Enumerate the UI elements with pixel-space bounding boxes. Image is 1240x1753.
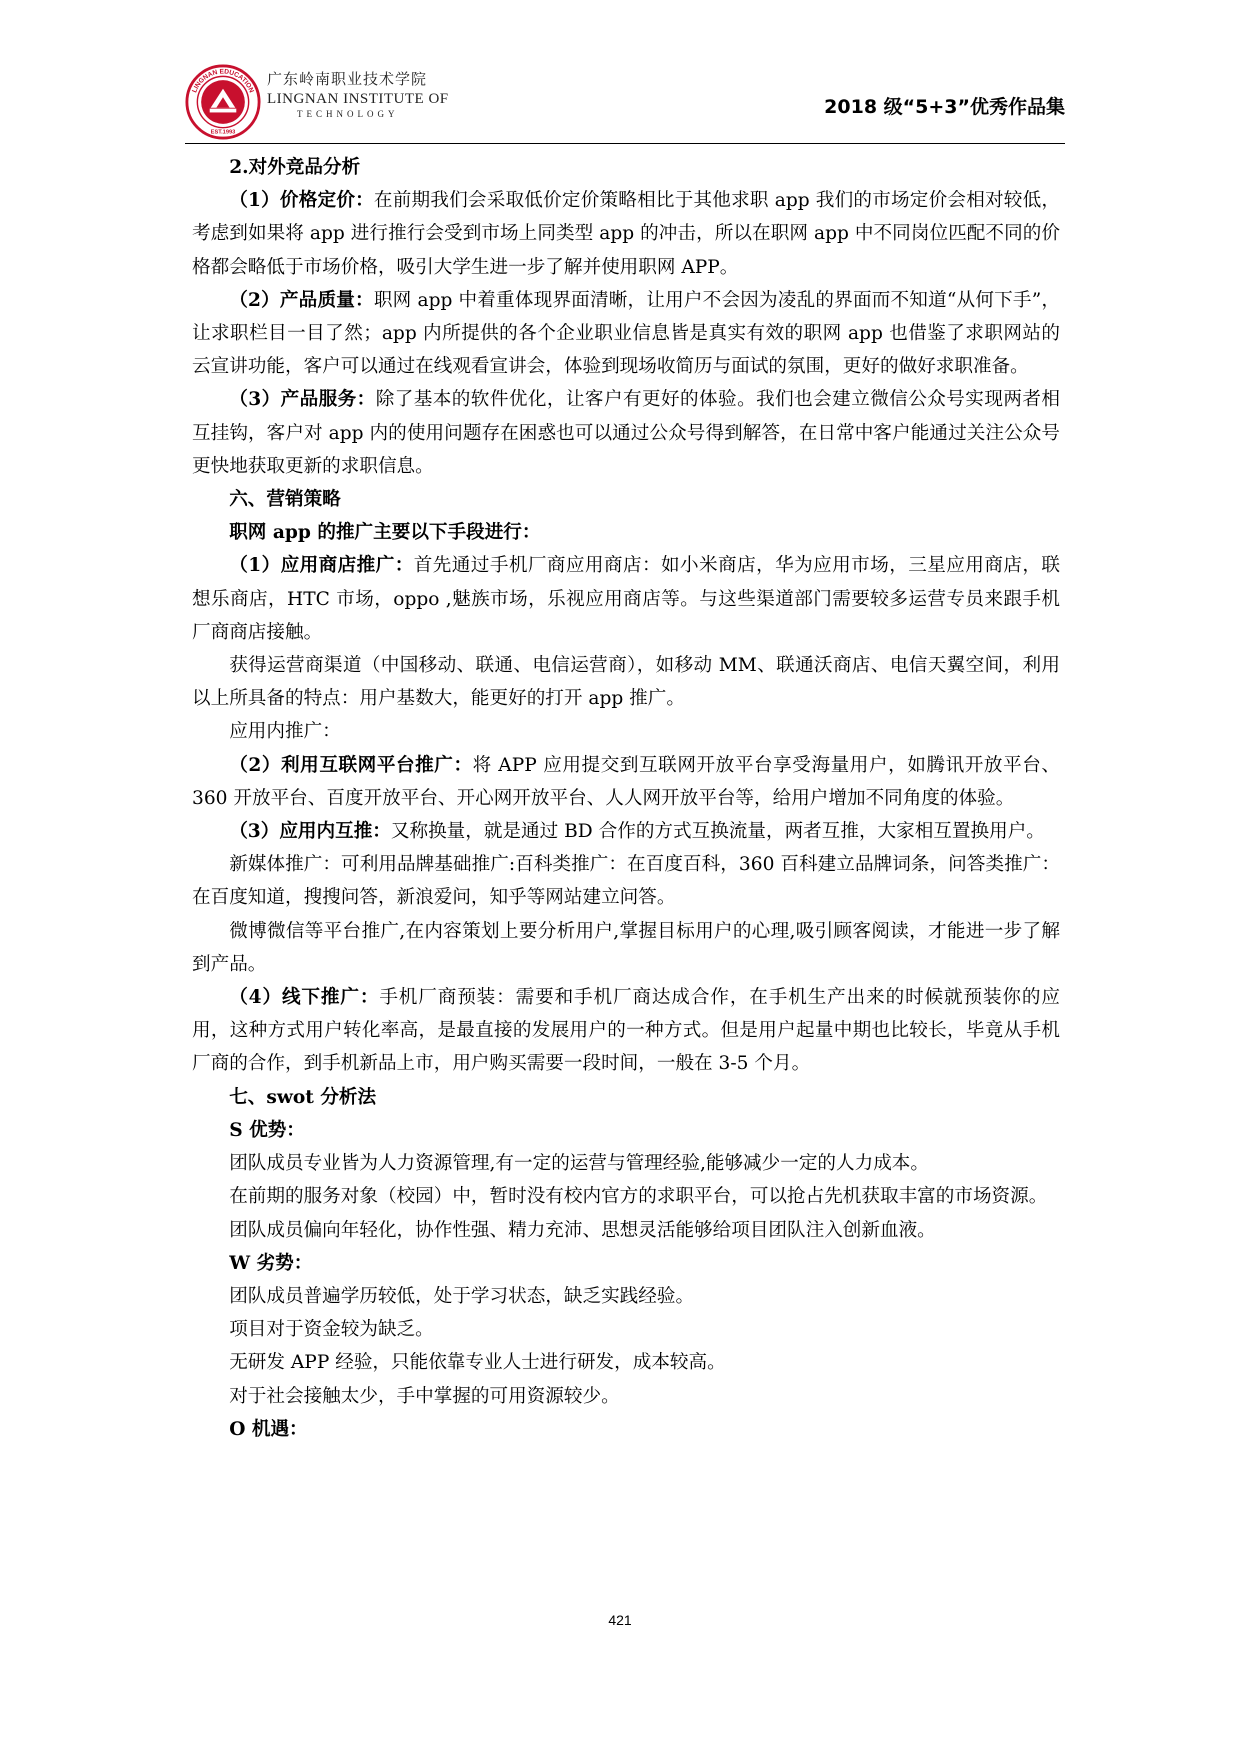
paragraph-text: 获得运营商渠道（中国移动、联通、电信运营商），如移动 MM、联通沃商店、电信天翼空间，利用以上所具备的特点：用户基数大，能更好的打开 app 推广。: [192, 655, 1060, 710]
paragraph: [192, 184, 1060, 284]
paragraph-text: 对于社会接触太少，手中掌握的可用资源较少。: [229, 1385, 620, 1407]
paragraph-text: 在前期我们会采取低价定价策略相比于其他求职 app 我们的市场定价会相对较低，考虑到如果将 app 进行推行会受到市场上同类型 app 的冲击，所以在职网 app 中不同岗位匹配不同的价格都会略低于市场价格，吸引大学生进一步了解并使用职网 APP。: [192, 190, 1060, 278]
paragraph: [192, 1147, 1060, 1180]
paragraph: [192, 915, 1060, 981]
paragraph-label: （3）产品服务：: [229, 389, 376, 411]
paragraph-text: 职网 app 中着重体现界面清晰，让用户不会因为凌乱的界面而不知道“从何下手”，让求职栏目一目了然；app 内所提供的各个企业职业信息皆是真实有效的职网 app 也借鉴了求职网站的云宣讲功能，客户可以通过在线观看宣讲会，体验到现场收简历与面试的氛围，更好的做好求职准备。: [192, 289, 1060, 378]
paragraph-label: （3）应用内互推：: [229, 821, 391, 843]
paragraph: [192, 1380, 1060, 1413]
paragraph: [192, 1313, 1060, 1346]
paragraph: [192, 1280, 1060, 1313]
paragraph-label: （1）应用商店推广：: [229, 555, 414, 577]
institute-name-en-line1: LINGNAN INSTITUTE OF: [267, 91, 449, 107]
paragraph-text: 在前期的服务对象（校园）中，暂时没有校内官方的求职平台，可以抢占先机获取丰富的市场资源。: [229, 1186, 1048, 1208]
section-heading: S 优势：: [229, 1119, 305, 1141]
section-heading: 职网 app 的推广主要以下手段进行：: [229, 522, 541, 544]
paragraph-text: 团队成员偏向年轻化，协作性强、精力充沛、思想灵活能够给项目团队注入创新血液。: [229, 1219, 936, 1241]
header-divider: [185, 143, 1065, 144]
paragraph: [192, 848, 1060, 914]
paragraph: [192, 649, 1060, 715]
paragraph-text: 应用内推广：: [229, 721, 341, 743]
paragraph-text: 手机厂商预装：需要和手机厂商达成合作，在手机生产出来的时候就预装你的应用，这种方式用户转化率高，是最直接的发展用户的一种方式。但是用户起量中期也比较长，毕竟从手机厂商的合作，到手机新品上市，用户购买需要一段时间，一般在 3-5 个月。: [192, 987, 1060, 1075]
paragraph-text: 项目对于资金较为缺乏。: [229, 1319, 434, 1341]
paragraph: [192, 1214, 1060, 1247]
paragraph-label: （1）价格定价：: [229, 190, 374, 212]
paragraph-label: （2）利用互联网平台推广：: [229, 754, 473, 776]
paragraph: [192, 715, 1060, 748]
paragraph: [192, 1346, 1060, 1379]
paragraph: [192, 284, 1060, 384]
paragraph-label: （2）产品质量：: [229, 289, 374, 311]
paragraph-text: 新媒体推广：可利用品牌基础推广:百科类推广：在百度百科，360 百科建立品牌词条，问答类推广：在百度知道，搜搜问答，新浪爱问，知乎等网站建立问答。: [192, 854, 1060, 909]
paragraph: [192, 749, 1060, 815]
institute-name-cn: 广东岭南职业技术学院: [267, 70, 428, 88]
paragraph-text: 团队成员专业皆为人力资源管理,有一定的运营与管理经验,能够减少一定的人力成本。: [229, 1153, 929, 1175]
paragraph: [192, 1180, 1060, 1213]
paragraph-label: （4）线下推广：: [229, 987, 380, 1009]
paragraph-text: 无研发 APP 经验，只能依靠专业人士进行研发，成本较高。: [229, 1352, 726, 1374]
paragraph-text: 又称换量，就是通过 BD 合作的方式互换流量，两者互推，大家相互置换用户。: [390, 821, 1045, 843]
section-heading: 2.对外竞品分析: [229, 157, 361, 178]
section-heading: 七、swot 分析法: [229, 1086, 377, 1108]
paragraph-text: 将 APP 应用提交到互联网开放平台享受海量用户，如腾讯开放平台、360 开放平台、百度开放平台、开心网开放平台、人人网开放平台等，给用户增加不同角度的体验。: [192, 754, 1060, 809]
logo-ring-text: LINGNAN EDUCATION: [191, 68, 255, 94]
paragraph: [192, 549, 1060, 649]
paragraph: [192, 815, 1060, 848]
institute-name: [267, 68, 449, 119]
page-header: [185, 58, 1065, 148]
section-heading: W 劣势：: [229, 1252, 313, 1274]
paragraph: [192, 981, 1060, 1081]
paragraph-text: 除了基本的软件优化，让客户有更好的体验。我们也会建立微信公众号实现两者相互挂钩，客户对 app 内的使用问题存在困惑也可以通过公众号得到解答，在日常中客户能通过关注公众号更快地获取更新的求职信息。: [192, 389, 1060, 477]
section-heading: 六、营销策略: [229, 489, 341, 511]
institute-name-en-line2: TECHNOLOGY: [297, 109, 399, 119]
page-number: 421: [608, 1612, 632, 1628]
paragraph: [192, 383, 1060, 483]
paragraph-text: 首先通过手机厂商应用商店：如小米商店，华为应用市场，三星应用商店，联想乐商店，HTC 市场，oppo ,魅族市场，乐视应用商店等。与这些渠道部门需要较多运营专员来跟手机厂商商店接触。: [192, 555, 1060, 643]
paragraph-text: 微博微信等平台推广,在内容策划上要分析用户,掌握目标用户的心理,吸引顾客阅读，才能进一步了解到产品。: [192, 920, 1060, 975]
document-body: [192, 151, 1060, 1446]
section-heading: O 机遇：: [229, 1418, 308, 1440]
college-logo-icon: [185, 64, 261, 140]
series-title: 2018 级“5+3”优秀作品集: [824, 96, 1065, 118]
paragraph-text: 团队成员普遍学历较低，处于学习状态，缺乏实践经验。: [229, 1285, 695, 1307]
logo-year: EST.1993: [210, 129, 236, 136]
